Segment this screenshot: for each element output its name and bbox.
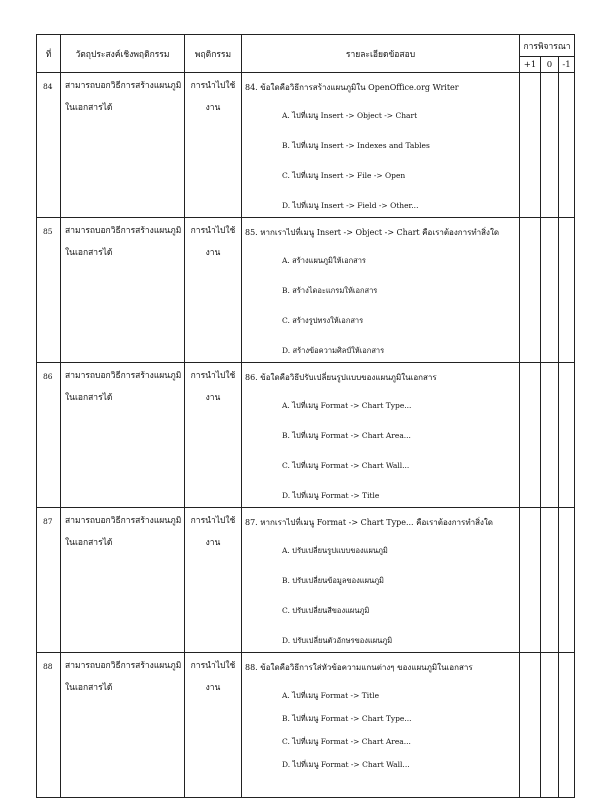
question-text: 85. หากเราไปที่เมนู Insert -> Object -> Chart คือเราต้องการทำสิ่งใด — [245, 228, 500, 237]
question-cell — [242, 653, 520, 798]
option-b: B. ปรับเปลี่ยนข้อมูลของแผนภูมิ — [282, 576, 384, 585]
score-minus-one — [559, 73, 575, 218]
score-minus-one — [559, 508, 575, 653]
score-zero — [541, 363, 559, 508]
option-a: A. ปรับเปลี่ยนรูปแบบของแผนภูมิ — [282, 546, 388, 555]
header-no: ที่ — [37, 35, 61, 73]
score-zero — [541, 73, 559, 218]
item-number: 86 — [37, 363, 61, 508]
item-number: 85 — [37, 218, 61, 363]
option-d: D. ปรับเปลี่ยนตัวอักษรของแผนภูมิ — [282, 636, 393, 645]
objective-cell: สามารถบอกวิธีการสร้างแผนภูมิในเอกสารได้ — [61, 218, 185, 363]
score-minus-one — [559, 218, 575, 363]
option-c: C. สร้างรูปทรงให้เอกสาร — [282, 316, 364, 325]
behavior-cell: การนำไปใช้งาน — [185, 508, 242, 653]
option-d: D. สร้างข้อความศิลป์ให้เอกสาร — [282, 346, 385, 355]
question-text: 87. หากเราไปที่เมนู Format -> Chart Type... คือเราต้องการทำสิ่งใด — [245, 518, 493, 527]
header-objective: วัตถุประสงค์เชิงพฤติกรรม — [61, 35, 185, 73]
item-number: 84 — [37, 73, 61, 218]
behavior-cell: การนำไปใช้งาน — [185, 73, 242, 218]
score-plus-one — [520, 218, 541, 363]
behavior-cell: การนำไปใช้งาน — [185, 653, 242, 798]
score-minus-one — [559, 653, 575, 798]
score-plus-one — [520, 508, 541, 653]
option-a: A. ไปที่เมนู Insert -> Object -> Chart — [282, 111, 418, 120]
table-row — [37, 508, 575, 653]
header-minus-one: -1 — [559, 57, 575, 73]
header-behavior: พฤติกรรม — [185, 35, 242, 73]
score-plus-one — [520, 73, 541, 218]
option-c: C. ปรับเปลี่ยนสีของแผนภูมิ — [282, 606, 370, 615]
option-a: A. ไปที่เมนู Format -> Chart Type... — [282, 401, 412, 410]
question-cell — [242, 508, 520, 653]
objective-cell: สามารถบอกวิธีการสร้างแผนภูมิในเอกสารได้ — [61, 363, 185, 508]
table-row — [37, 218, 575, 363]
header-consideration: การพิจารณา — [520, 35, 575, 57]
exam-table — [36, 34, 575, 798]
option-c: C. ไปที่เมนู Format -> Chart Area... — [282, 737, 411, 746]
option-list — [242, 255, 519, 357]
question-text: 86. ข้อใดคือวิธีปรับเปลี่ยนรูปแบบของแผนภูมิในเอกสาร — [245, 373, 437, 382]
option-list — [242, 690, 519, 771]
option-list — [242, 545, 519, 647]
table-row — [37, 653, 575, 798]
question-text: 88. ข้อใดคือวิธีการใส่หัวข้อความแกนต่างๆ ของแผนภูมิในเอกสาร — [245, 663, 473, 672]
objective-cell: สามารถบอกวิธีการสร้างแผนภูมิในเอกสารได้ — [61, 653, 185, 798]
behavior-cell: การนำไปใช้งาน — [185, 363, 242, 508]
question-cell — [242, 218, 520, 363]
option-c: C. ไปที่เมนู Format -> Chart Wall... — [282, 461, 410, 470]
table-row — [37, 73, 575, 218]
score-minus-one — [559, 363, 575, 508]
option-d: D. ไปที่เมนู Insert -> Field -> Other... — [282, 201, 419, 210]
score-zero — [541, 218, 559, 363]
option-list — [242, 400, 519, 502]
option-b: B. ไปที่เมนู Format -> Chart Type... — [282, 714, 412, 723]
option-list — [242, 110, 519, 212]
option-d: D. ไปที่เมนู Format -> Chart Wall... — [282, 760, 410, 769]
option-b: B. ไปที่เมนู Format -> Chart Area... — [282, 431, 411, 440]
question-cell — [242, 73, 520, 218]
option-b: B. ไปที่เมนู Insert -> Indexes and Tables — [282, 141, 430, 150]
score-zero — [541, 508, 559, 653]
header-zero: 0 — [541, 57, 559, 73]
option-a: A. ไปที่เมนู Format -> Title — [282, 691, 380, 700]
header-plus-one: +1 — [520, 57, 541, 73]
option-c: C. ไปที่เมนู Insert -> File -> Open — [282, 171, 406, 180]
header-detail: รายละเอียดข้อสอบ — [242, 35, 520, 73]
option-d: D. ไปที่เมนู Format -> Title — [282, 491, 380, 500]
item-number: 87 — [37, 508, 61, 653]
behavior-cell: การนำไปใช้งาน — [185, 218, 242, 363]
score-zero — [541, 653, 559, 798]
objective-cell: สามารถบอกวิธีการสร้างแผนภูมิในเอกสารได้ — [61, 73, 185, 218]
score-plus-one — [520, 363, 541, 508]
objective-cell: สามารถบอกวิธีการสร้างแผนภูมิในเอกสารได้ — [61, 508, 185, 653]
score-plus-one — [520, 653, 541, 798]
question-text: 84. ข้อใดคือวิธีการสร้างแผนภูมิใน OpenOffice.org Writer — [245, 83, 459, 92]
option-b: B. สร้างไดอะแกรมให้เอกสาร — [282, 286, 378, 295]
question-cell — [242, 363, 520, 508]
table-row — [37, 363, 575, 508]
header-row — [37, 35, 575, 57]
item-number: 88 — [37, 653, 61, 798]
option-a: A. สร้างแผนภูมิให้เอกสาร — [282, 256, 366, 265]
